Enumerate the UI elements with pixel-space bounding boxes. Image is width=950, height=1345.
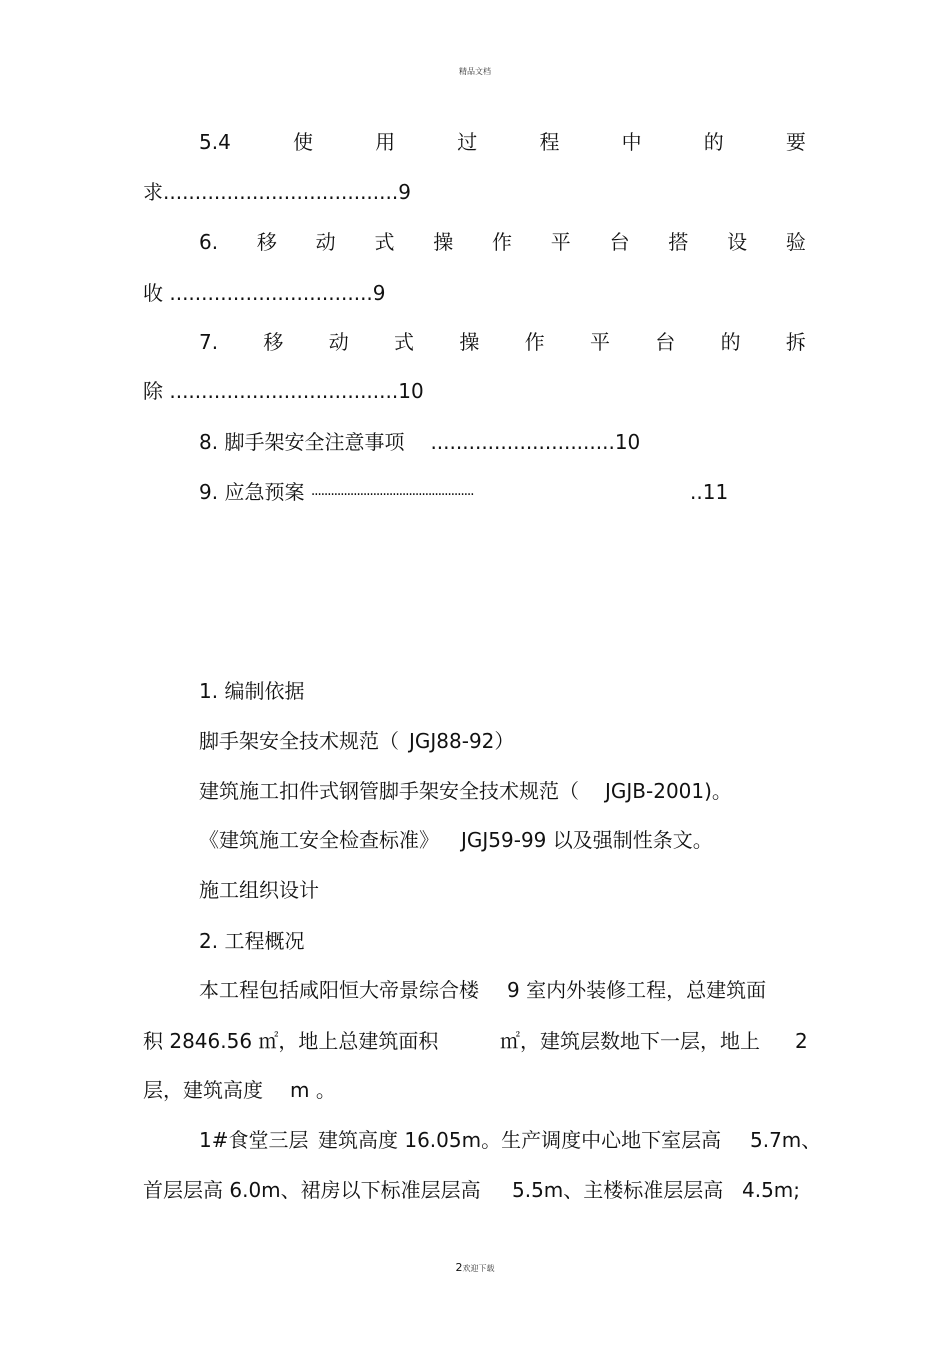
toc-char: 6. (199, 230, 219, 254)
ref-line-1-b: JGJ88-92） (409, 729, 515, 753)
toc-char: 中 (621, 130, 642, 154)
toc-item-7 (199, 329, 806, 355)
toc-char: 动 (315, 230, 336, 254)
toc-char: 搭 (668, 230, 689, 254)
toc-char: 设 (727, 230, 748, 254)
toc-char: 操 (459, 330, 480, 354)
toc-item-9 (199, 479, 473, 508)
toc-item-9-label: 9. 应急预案 (199, 480, 305, 504)
overview-line-1-a: 本工程包括咸阳恒大帝景综合楼 (199, 978, 479, 1002)
toc-char: 动 (328, 330, 349, 354)
toc-char: 平 (550, 230, 571, 254)
ref-line-2-b: JGJB-2001)。 (605, 779, 732, 803)
overview-line-1 (199, 977, 766, 1003)
toc-char: 程 (539, 130, 560, 154)
toc-char: 使 (292, 130, 313, 154)
toc-char: 式 (394, 330, 415, 354)
toc-item-9-page: ..11 (690, 480, 729, 504)
overview-line-4c: 5.7m、 (750, 1128, 822, 1152)
footer-watermark: 欢迎下载 (462, 1264, 495, 1273)
header-watermark: 精品文档 (459, 67, 491, 76)
ref-line-2-a: 建筑施工扣件式钢管脚手架安全技术规范（ (199, 779, 579, 803)
toc-item-9-leader: ·················································· (310, 487, 474, 503)
overview-line-2b: ㎡，建筑层数地下一层，地上 (500, 1029, 760, 1053)
ref-line-2 (199, 778, 732, 804)
toc-char: 5.4 (199, 130, 231, 154)
toc-item-8-label: 8. 脚手架安全注意事项 (199, 430, 405, 454)
toc-char: 移 (263, 330, 284, 354)
overview-line-5a: 首层层高 6.0m、裙房以下标准层层高 (143, 1178, 481, 1202)
toc-item-8-leader: .............................10 (430, 430, 641, 454)
toc-item-6-cont: 收 ................................9 (143, 281, 386, 305)
page-number: 2 (455, 1261, 463, 1274)
toc-char: 式 (374, 230, 395, 254)
overview-line-5b: 5.5m、主楼标准层层高 (512, 1178, 724, 1202)
toc-char: 拆 (785, 330, 806, 354)
toc-char: 平 (589, 330, 610, 354)
toc-char: 过 (457, 130, 478, 154)
section-2-title: 2. 工程概况 (199, 929, 305, 953)
toc-item-5-4 (199, 129, 806, 155)
toc-char: 7. (199, 330, 219, 354)
toc-char: 要 (785, 130, 806, 154)
toc-char: 用 (375, 130, 396, 154)
ref-line-1-a: 脚手架安全技术规范（ (199, 729, 399, 753)
toc-item-7-cont: 除 ....................................10 (143, 379, 424, 403)
overview-line-2c: 2 (795, 1029, 808, 1053)
toc-char: 操 (433, 230, 454, 254)
overview-line-5c: 4.5m; (742, 1178, 801, 1202)
toc-item-8 (199, 429, 640, 455)
ref-line-3-a: 《建筑施工安全检查标准》 (199, 828, 439, 852)
toc-item-6 (199, 229, 806, 255)
toc-char: 的 (720, 330, 741, 354)
toc-char: 移 (256, 230, 277, 254)
toc-char: 的 (703, 130, 724, 154)
section-1-title: 1. 编制依据 (199, 679, 305, 703)
toc-char: 验 (785, 230, 806, 254)
ref-line-1 (199, 728, 514, 754)
toc-char: 作 (524, 330, 545, 354)
ref-line-3 (199, 827, 713, 853)
overview-line-1-b: 9 室内外装修工程，总建筑面 (507, 978, 767, 1002)
overview-line-4a: 1#食堂三层 (199, 1128, 309, 1152)
toc-char: 台 (655, 330, 676, 354)
footer (0, 1261, 950, 1274)
overview-line-4b: 建筑高度 16.05m。生产调度中心地下室层高 (318, 1128, 722, 1152)
toc-item-5-4-cont: 求.....................................9 (143, 180, 411, 204)
toc-char: 台 (609, 230, 630, 254)
ref-line-3-b: JGJ59-99 以及强制性条文。 (461, 828, 713, 852)
overview-line-2a: 积 2846.56 ㎡，地上总建筑面积 (143, 1029, 439, 1053)
toc-char: 作 (492, 230, 512, 254)
ref-line-4: 施工组织设计 (199, 878, 319, 902)
overview-line-3b: m 。 (290, 1078, 336, 1102)
overview-line-3a: 层，建筑高度 (143, 1078, 263, 1102)
